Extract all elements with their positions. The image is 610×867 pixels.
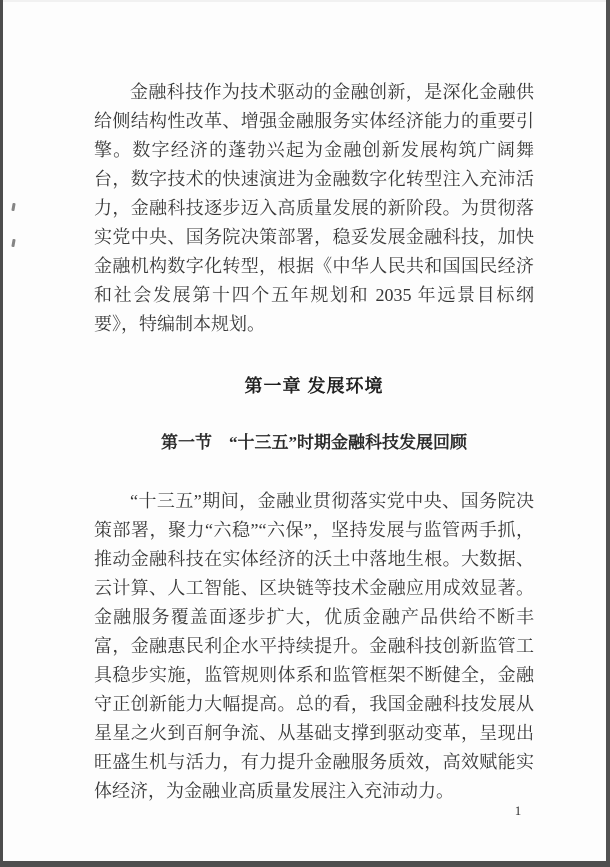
- scan-border-left: [0, 0, 3, 867]
- page-content: [94, 0, 534, 806]
- page-edge-top: [0, 0, 610, 2]
- intro-paragraph: 金融科技作为技术驱动的金融创新，是深化金融供给侧结构性改革、增强金融服务实体经济能力的重要引擎。数字经济的蓬勃兴起为金融创新发展构筑广阔舞台，数字技术的快速演进为金融数字化转型注入充沛活力，金融科技逐步迈入高质量发展的新阶段。为贯彻落实党中央、国务院决策部署，稳妥发展金融科技，加快金融机构数字化转型，根据《中华人民共和国国民经济和社会发展第十四个五年规划和 2035 年远景目标纲要》，特编制本规划。: [94, 82, 534, 334]
- review-paragraph: “十三五”期间，金融业贯彻落实党中央、国务院决策部署，聚力“六稳”“六保”，坚持发展与监管两手抓，推动金融科技在实体经济的沃土中落地生根。大数据、云计算、人工智能、区块链等技术金融应用成效显著。金融服务覆盖面逐步扩大，优质金融产品供给不断丰富，金融惠民利企水平持续提升。金融科技创新监管工具稳步实施，监管规则体系和监管框架不断健全，金融守正创新能力大幅提高。总的看，我国金融科技发展从星星之火到百舸争流、从基础支撑到驱动变革，呈现出旺盛生机与活力，有力提升金融服务质效，高效赋能实体经济，为金融业高质量发展注入充沛动力。: [94, 491, 534, 801]
- scan-border-bottom: [0, 861, 610, 867]
- chapter-heading: 第一章 发展环境: [244, 376, 384, 396]
- section-heading: 第一节 “十三五”时期金融科技发展回顾: [161, 433, 467, 452]
- page-number: 1: [514, 803, 522, 818]
- scan-speck: [11, 203, 15, 211]
- scan-border-right: [606, 0, 610, 867]
- scan-speck: [11, 239, 15, 247]
